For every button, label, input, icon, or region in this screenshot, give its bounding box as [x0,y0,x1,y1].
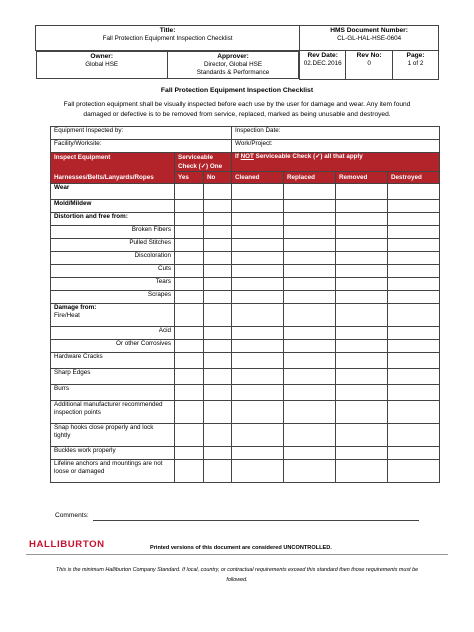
row-label-acid: Acid [51,327,175,340]
check-cell[interactable] [204,460,232,483]
check-cell[interactable] [204,265,232,278]
approver-cell [167,52,298,79]
check-cell[interactable] [175,265,204,278]
inspect-equipment-header [51,153,175,184]
check-cell[interactable] [204,385,232,401]
check-cell[interactable] [204,291,232,304]
removed-column-header: Removed [336,172,388,184]
check-cell[interactable] [336,304,388,327]
check-cell[interactable] [175,401,204,424]
inspect-equipment-label: Inspect Equipment [54,154,111,161]
inspection-date-field[interactable]: Inspection Date: [232,127,440,140]
check-cell[interactable] [388,401,440,424]
check-cell[interactable] [336,401,388,424]
check-cell[interactable] [284,239,336,252]
check-cell[interactable] [284,304,336,327]
check-cell[interactable] [336,460,388,483]
check-cell[interactable] [284,213,336,226]
check-cell[interactable] [232,239,284,252]
cleaned-column-header: Cleaned [232,172,284,184]
check-cell[interactable] [175,340,204,353]
inspection-checklist-table [50,126,440,483]
serviceable-check-header: Serviceable Check (✓) One [175,153,232,172]
check-cell[interactable] [336,327,388,340]
document-title: Fall Protection Equipment Inspection Checklist [160,87,314,94]
check-cell[interactable] [204,401,232,424]
check-cell[interactable] [284,278,336,291]
check-cell[interactable] [175,460,204,483]
check-cell[interactable] [204,278,232,291]
check-cell[interactable] [284,226,336,239]
check-cell[interactable] [175,184,204,200]
check-cell[interactable] [204,340,232,353]
check-cell[interactable] [204,200,232,213]
check-cell[interactable] [284,460,336,483]
check-cell[interactable] [204,213,232,226]
comments-field[interactable] [55,512,419,519]
check-cell[interactable] [336,184,388,200]
standard-notice: This is the minimum Halliburton Company Standard. If local, country, or contractual requirements exceed this standard then those requirements must be followed. [55,567,419,583]
check-cell[interactable] [388,385,440,401]
approver-value-2: Standards & Performance [196,69,270,76]
check-cell[interactable] [388,340,440,353]
check-cell[interactable] [388,291,440,304]
row-label-corrosives: Or other Corrosives [51,340,175,353]
row-label-damage-fire-heat [51,304,175,327]
check-cell[interactable] [336,340,388,353]
check-cell[interactable] [175,226,204,239]
check-cell[interactable] [204,304,232,327]
check-cell[interactable] [175,213,204,226]
check-cell[interactable] [175,200,204,213]
check-cell[interactable] [232,447,284,460]
replaced-column-header: Replaced [284,172,336,184]
check-cell[interactable] [284,184,336,200]
check-cell[interactable] [388,424,440,447]
row-label-snap-hooks: Snap hooks close properly and lock tightly [51,424,175,447]
check-cell[interactable] [175,369,204,385]
check-cell[interactable] [388,278,440,291]
check-cell[interactable] [232,327,284,340]
hms-value: CL-GL-HAL-HSE-0604 [337,35,402,42]
check-cell[interactable] [175,252,204,265]
check-cell[interactable] [232,340,284,353]
page-label: Page: [406,52,425,59]
row-label-manufacturer-points: Additional manufacturer recommended inspection points [51,401,175,424]
check-cell[interactable] [388,447,440,460]
row-label-burrs: Burrs [51,385,175,401]
row-label-pulled-stitches: Pulled Stitches [51,239,175,252]
rev-no-value: 0 [367,60,371,67]
check-cell[interactable] [284,327,336,340]
rev-no-label: Rev No: [356,52,382,59]
check-cell[interactable] [336,226,388,239]
approver-label: Approver: [217,53,249,60]
check-cell[interactable] [204,424,232,447]
check-cell[interactable] [175,304,204,327]
check-cell[interactable] [284,447,336,460]
rev-no-cell [346,51,393,80]
check-cell[interactable] [388,184,440,200]
owner-value: Global HSE [85,61,119,68]
row-label-discoloration: Discoloration [51,252,175,265]
uncontrolled-notice: Printed versions of this document are considered UNCONTROLLED. [150,545,332,551]
check-cell[interactable] [388,252,440,265]
facility-worksite-field[interactable]: Facility/Worksite: [51,140,232,153]
check-cell[interactable] [232,226,284,239]
intro-text: Fall protection equipment shall be visually inspected before each use by the user for damage and wear. Any item found damaged or defective is to be removed from service, replaced, marked as being unusable and destroyed. [63,101,411,118]
check-cell[interactable] [232,278,284,291]
document-header [35,25,439,80]
check-cell[interactable] [388,460,440,483]
rev-date-label: Rev Date: [307,52,338,59]
check-cell[interactable] [175,447,204,460]
work-project-field[interactable]: Work/Project: [232,140,440,153]
approver-value-1: Director, Global HSE [203,61,263,68]
owner-cell [36,52,167,79]
row-label-lifeline-anchors: Lifeline anchors and mountings are not loose or damaged [51,460,175,483]
check-cell[interactable] [336,385,388,401]
check-cell[interactable] [175,278,204,291]
destroyed-column-header: Destroyed [388,172,440,184]
check-cell[interactable] [204,226,232,239]
check-cell[interactable] [204,184,232,200]
check-cell[interactable] [284,424,336,447]
check-cell[interactable] [336,265,388,278]
check-cell[interactable] [388,239,440,252]
row-label-buckles: Buckles work properly [51,447,175,460]
check-cell[interactable] [175,424,204,447]
fire-heat-label: Fire/Heat [54,312,80,319]
check-cell[interactable] [336,447,388,460]
hms-cell [300,26,439,51]
check-cell[interactable] [204,239,232,252]
check-cell[interactable] [336,252,388,265]
row-label-wear: Wear [51,184,175,200]
rev-date-cell [300,51,346,80]
row-label-scrapes: Scrapes [51,291,175,304]
row-label-mold: Mold/Mildew [51,200,175,213]
check-cell[interactable] [336,200,388,213]
check-cell[interactable] [175,353,204,369]
check-cell[interactable] [388,327,440,340]
check-cell[interactable] [336,239,388,252]
check-cell[interactable] [232,460,284,483]
check-cell[interactable] [388,265,440,278]
check-cell[interactable] [284,401,336,424]
check-cell[interactable] [232,385,284,401]
row-label-tears: Tears [51,278,175,291]
check-cell[interactable] [232,184,284,200]
halliburton-logo: HALLIBURTON [29,539,105,550]
if-not-serviceable-header [232,153,440,172]
if-not-suffix: Serviceable Check (✓) all that apply [253,153,363,160]
check-cell[interactable] [284,265,336,278]
check-cell[interactable] [232,200,284,213]
check-cell[interactable] [284,369,336,385]
check-cell[interactable] [336,424,388,447]
check-cell[interactable] [204,252,232,265]
check-cell[interactable] [388,226,440,239]
check-cell[interactable] [336,278,388,291]
check-cell[interactable] [232,401,284,424]
equipment-inspected-by-field[interactable]: Equipment Inspected by: [51,127,232,140]
page-value: 1 of 2 [407,60,424,67]
check-cell[interactable] [232,424,284,447]
check-cell[interactable] [204,353,232,369]
damage-from-label: Damage from: [54,304,97,311]
check-cell[interactable] [175,327,204,340]
equipment-types-label: Harnesses/Belts/Lanyards/Ropes [54,174,154,181]
row-label-broken-fibers: Broken Fibers [51,226,175,239]
check-cell[interactable] [388,353,440,369]
check-cell[interactable] [204,369,232,385]
row-label-distortion: Distortion and free from: [51,213,175,226]
if-not-prefix: If [235,153,241,160]
rev-date-value: 02.DEC.2016 [303,60,342,67]
check-cell[interactable] [336,291,388,304]
row-label-hardware-cracks: Hardware Cracks [51,353,175,369]
check-cell[interactable] [284,353,336,369]
check-cell[interactable] [232,213,284,226]
check-cell[interactable] [284,291,336,304]
check-cell[interactable] [232,252,284,265]
check-cell[interactable] [284,385,336,401]
check-cell[interactable] [388,213,440,226]
check-cell[interactable] [232,265,284,278]
check-cell[interactable] [232,291,284,304]
no-column-header: No [204,172,232,184]
check-cell[interactable] [284,340,336,353]
title-label: Title: [159,27,176,34]
owner-label: Owner: [90,53,114,60]
check-cell[interactable] [232,304,284,327]
comments-label: Comments: [55,512,89,519]
check-cell[interactable] [175,385,204,401]
check-cell[interactable] [232,369,284,385]
row-label-cuts: Cuts [51,265,175,278]
check-cell[interactable] [175,291,204,304]
check-cell[interactable] [204,327,232,340]
check-cell[interactable] [336,213,388,226]
check-cell[interactable] [388,304,440,327]
check-cell[interactable] [204,447,232,460]
check-cell[interactable] [336,353,388,369]
check-cell[interactable] [388,369,440,385]
comments-line [93,520,419,521]
row-label-sharp-edges: Sharp Edges [51,369,175,385]
check-cell[interactable] [284,252,336,265]
page-cell [393,51,439,80]
hms-label: HMS Document Number: [330,27,408,34]
title-value: Fall Protection Equipment Inspection Checklist [102,35,233,42]
if-not-emphasis: NOT [240,153,254,160]
footer-divider [26,554,448,555]
check-cell[interactable] [388,200,440,213]
check-cell[interactable] [175,239,204,252]
check-cell[interactable] [232,353,284,369]
yes-column-header: Yes [175,172,204,184]
check-cell[interactable] [284,200,336,213]
check-cell[interactable] [336,369,388,385]
title-cell [36,26,300,51]
